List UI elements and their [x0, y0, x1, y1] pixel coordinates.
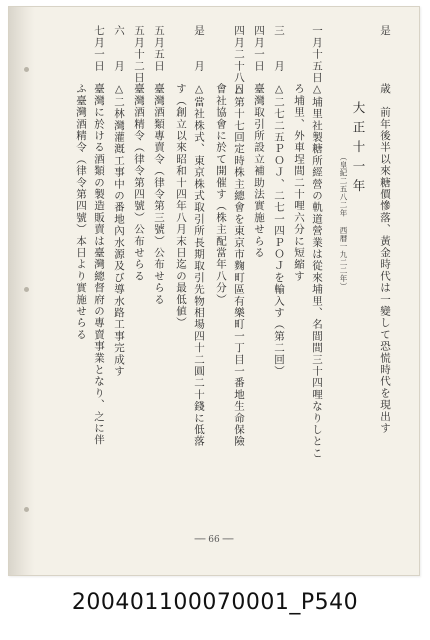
- image-caption: 200401100070001_P540: [71, 590, 359, 615]
- text-column: [213, 25, 229, 495]
- text-column: [91, 25, 107, 495]
- column-text: △第十七回定時株主總會を東京市麴町區有樂町一丁目一番地生命保險: [233, 83, 245, 448]
- page-binding: [9, 7, 35, 575]
- column-text: ろ埔里、外車埕間二十哩六分に短縮す: [293, 83, 305, 282]
- column-text: 歳 前年後半以來糖價慘落、黃金時代は一變して恐慌時代を現出す: [379, 83, 391, 434]
- column-date: 四月二十八日: [233, 25, 245, 96]
- column-text: 臺灣酒精令（律令第四號）公布せらる: [133, 83, 145, 282]
- column-date: 六 月: [113, 25, 125, 72]
- column-text: △二林灣灌漑工事中の番地內水源及び導水路工事完成す: [113, 83, 125, 377]
- text-column: [111, 25, 127, 495]
- vertical-text-area: [53, 25, 393, 495]
- text-column: [271, 25, 287, 495]
- binding-hole: [24, 67, 29, 72]
- text-column: [231, 25, 247, 495]
- text-column: [251, 25, 267, 495]
- document-page: [8, 6, 420, 576]
- column-date: 是: [379, 25, 391, 37]
- column-text: 臺灣に於ける酒類の製造販賣は臺灣總督府の專賣事業となり、之に伴: [93, 83, 105, 446]
- text-column: [309, 25, 325, 495]
- text-column: [151, 25, 167, 495]
- column-text: △當社株式、東京株式取引所長期取引先物相場四十二圓二十錢に低落: [193, 83, 205, 448]
- binding-hole: [24, 507, 29, 512]
- column-text: ふ臺灣酒精令（律令第四號）本日より實施せらる: [75, 83, 87, 341]
- column-date: 是 月: [193, 25, 205, 72]
- binding-hole: [24, 287, 29, 292]
- column-text: 臺灣酒類專賣令（律令第三號）公布せらる: [153, 83, 165, 306]
- column-text: す（創立以來昭和十四年八月末日迄の最低値）: [175, 83, 187, 329]
- column-text: 臺灣取引所設立補助法實施せらる: [253, 83, 265, 259]
- text-column: [291, 25, 307, 495]
- column-date: 一月十五日: [311, 25, 323, 84]
- column-date: 三 月: [273, 25, 285, 72]
- column-date: 五月五日: [153, 25, 165, 72]
- text-column: [131, 25, 147, 495]
- text-column: [191, 25, 207, 495]
- column-date: 五月十二日: [133, 25, 145, 84]
- text-column: [377, 25, 393, 495]
- column-text: △埔里社製糖所經營の軌道營業は從來埔里、名間間三十四哩なりしとこ: [311, 83, 323, 459]
- column-date: 四月一日: [253, 25, 265, 72]
- text-column: [73, 25, 89, 495]
- year-heading-note: （皇紀二五八二年 西暦一九二二年）: [339, 153, 348, 291]
- page-number: ── 66 ──: [194, 535, 234, 545]
- column-text: △二七二五ＰＯＪ、二七一四ＰＯＪを輸入す（第二回）: [273, 83, 285, 377]
- column-date: 七月一日: [93, 25, 105, 72]
- column-text: 會社協會に於て開催す（株主配當年八分）: [215, 83, 227, 306]
- year-heading: 大正十一年: [351, 101, 366, 199]
- text-column: [173, 25, 189, 495]
